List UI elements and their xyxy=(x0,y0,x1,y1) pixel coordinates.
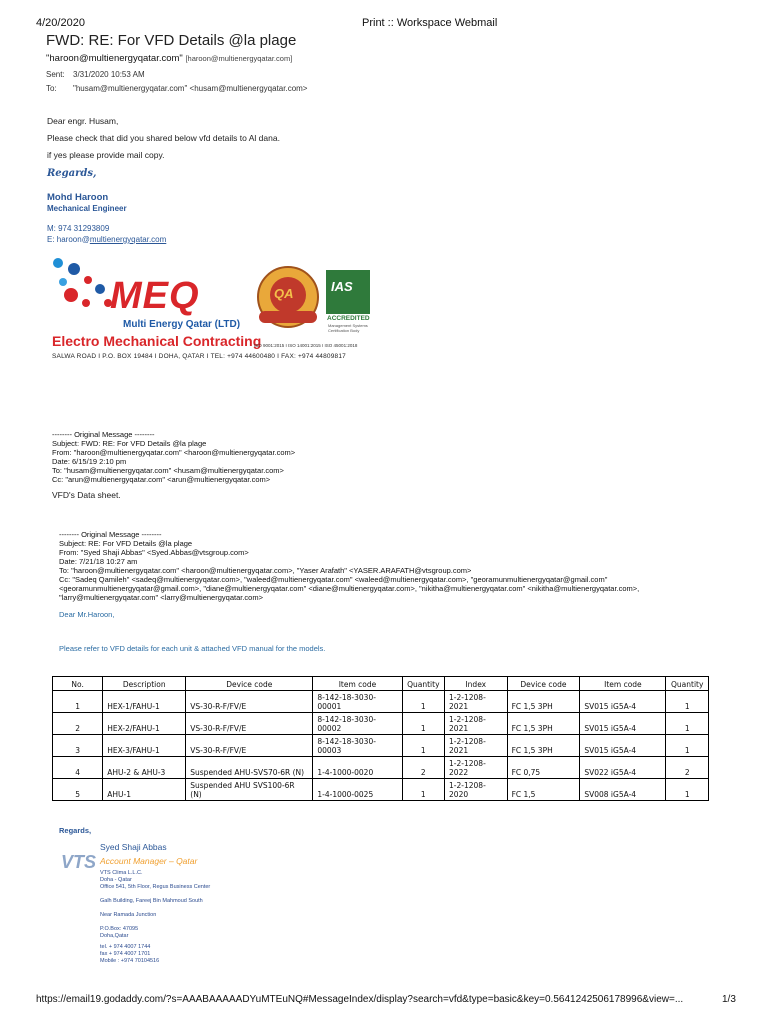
greeting: Dear engr. Husam, xyxy=(47,116,119,126)
quote1-block xyxy=(52,430,295,484)
table-cell-no: 5 xyxy=(53,779,103,801)
col-header: Device code xyxy=(507,677,580,691)
quote1-from: From: "haroon@multienergyqatar.com" <haroon@multienergyqatar.com> xyxy=(52,448,296,457)
table-cell-dev2: FC 1,5 3PH xyxy=(507,713,580,735)
logo-dot xyxy=(68,263,80,275)
quote1-subject: Subject: FWD: RE: For VFD Details @la plage xyxy=(52,439,207,448)
col-header: Item code xyxy=(313,677,402,691)
company-logo-block xyxy=(48,255,388,365)
table-cell-qty2: 1 xyxy=(666,713,709,735)
table-cell-no: 2 xyxy=(53,713,103,735)
to-label: To: xyxy=(46,84,57,93)
signature-regards: Regards, xyxy=(47,168,97,179)
table-cell-item: 8-142-18-3030-00003 xyxy=(313,735,402,757)
vts-line: Office 541, 5th Floor, Regus Business Center xyxy=(100,884,211,890)
col-header: Quantity xyxy=(402,677,444,691)
page-number: 1/3 xyxy=(722,994,736,1005)
quote2-marker: -------- Original Message -------- xyxy=(59,530,162,539)
table-cell-desc: HEX-2/FAHU-1 xyxy=(103,713,186,735)
quote2-cc-3: "larry@multienergyqatar.com" <larry@multienergyqatar.com> xyxy=(59,593,263,602)
quote2-block xyxy=(59,530,639,602)
table-row xyxy=(53,757,709,779)
table-cell-no: 4 xyxy=(53,757,103,779)
table-cell-item2: SV022 iG5A-4 xyxy=(580,757,666,779)
quote1-text: VFD's Data sheet. xyxy=(52,490,121,500)
table-cell-item: 8-142-18-3030-00002 xyxy=(313,713,402,735)
company-address: SALWA ROAD I P.O. BOX 19484 I DOHA, QATAR I TEL: +974 44600480 I FAX: +974 44809817 xyxy=(52,353,346,360)
page-url[interactable]: https://email19.godaddy.com/?s=AAABAAAAADYuMTEuNQ#MessageIndex/display?search=vfd&type=basic&key=0.5641242506178996&view=... xyxy=(36,994,684,1005)
signature-name: Mohd Haroon xyxy=(47,192,109,203)
table-cell-dev2: FC 0,75 xyxy=(507,757,580,779)
table-cell-qty: 2 xyxy=(402,757,444,779)
logo-dot xyxy=(82,299,90,307)
table-cell-dev2: FC 1,5 xyxy=(507,779,580,801)
table-cell-dev: VS-30-R-F/FV/E xyxy=(186,691,313,713)
quote2-date: Date: 7/21/18 10:27 am xyxy=(59,557,138,566)
table-cell-index: 1-2-1208-2020 xyxy=(445,779,508,801)
print-title: Print :: Workspace Webmail xyxy=(362,17,498,29)
vts-regards: Regards, xyxy=(59,826,92,835)
table-cell-qty2: 1 xyxy=(666,691,709,713)
quote1-to: To: "husam@multienergyqatar.com" <husam@multienergyqatar.com> xyxy=(52,466,284,475)
table-cell-no: 3 xyxy=(53,735,103,757)
table-cell-dev: Suspended AHU-SVS70-6R (N) xyxy=(186,757,313,779)
seal-ribbon xyxy=(259,311,317,323)
quote2-to: To: "haroon@multienergyqatar.com" <haroon@multienergyqatar.com>, "Yaser Arafath" <YASER.ARAFATH@vtsgroup.com> xyxy=(59,566,472,575)
sender-name: "haroon@multienergyqatar.com" xyxy=(46,53,183,64)
table-cell-no: 1 xyxy=(53,691,103,713)
ias-label: IAS xyxy=(331,279,353,294)
sender-line xyxy=(46,53,292,64)
table-cell-item2: SV008 iG5A-4 xyxy=(580,779,666,801)
col-header: Item code xyxy=(580,677,666,691)
quote2-cc-1: Cc: "Sadeq Qamileh" <sadeq@multienergyqatar.com>, "waleed@multienergyqatar.com" <waleed@multienergyqatar.com>, "georamunmultienergyqatar@gmail.com" xyxy=(59,575,608,584)
accredited-sub: Management Systems Certification Body xyxy=(328,323,368,333)
quote1-cc: Cc: "arun@multienergyqatar.com" <arun@multienergyqatar.com> xyxy=(52,475,271,484)
accredited-label: ACCREDITED xyxy=(327,315,370,322)
vfd-table xyxy=(52,676,709,801)
logo-dot xyxy=(95,284,105,294)
signature-email xyxy=(47,235,166,244)
table-cell-dev2: FC 1,5 3PH xyxy=(507,735,580,757)
vts-line: P.O.Box: 47095 xyxy=(100,926,139,932)
vts-address-block xyxy=(100,870,210,965)
body-line-1: Please check that did you shared below vfd details to Al dana. xyxy=(47,133,280,143)
company-tagline: Electro Mechanical Contracting xyxy=(52,333,262,349)
table-cell-qty2: 1 xyxy=(666,779,709,801)
vts-line: Doha,Qatar xyxy=(100,933,129,939)
table-cell-qty: 1 xyxy=(402,735,444,757)
table-cell-qty: 1 xyxy=(402,691,444,713)
table-row xyxy=(53,691,709,713)
table-row xyxy=(53,735,709,757)
quote1-marker: -------- Original Message -------- xyxy=(52,430,155,439)
quote2-subject: Subject: RE: For VFD Details @la plage xyxy=(59,539,193,548)
vts-line: Doha - Qatar xyxy=(100,877,132,883)
table-cell-index: 1-2-1208-2021 xyxy=(445,691,508,713)
body-line-2: if yes please provide mail copy. xyxy=(47,150,165,160)
email-link[interactable]: multienergyqatar.com xyxy=(89,235,167,244)
table-cell-desc: AHU-1 xyxy=(103,779,186,801)
quote2-cc-2: <georamunmultienergyqatar@gmail.com>, "diane@multienergyqatar.com" <diane@multienergyqatar.com>, "nikitha@multienergyqatar.com" <nikitha@multienergyqatar.com>, xyxy=(59,584,640,593)
table-cell-dev2: FC 1,5 3PH xyxy=(507,691,580,713)
table-row xyxy=(53,779,709,801)
iso-line: ISO 9001:2015 I ISO 14001:2015 I ISO 45001:2018 xyxy=(254,343,358,348)
col-header: Quantity xyxy=(666,677,709,691)
table-cell-qty2: 1 xyxy=(666,735,709,757)
table-row xyxy=(53,713,709,735)
table-cell-item: 8-142-18-3030-00001 xyxy=(313,691,402,713)
vts-line: tel. + 974 4007 1744 xyxy=(100,944,151,950)
table-cell-desc: HEX-1/FAHU-1 xyxy=(103,691,186,713)
table-cell-item2: SV015 iG5A-4 xyxy=(580,735,666,757)
vts-name: Syed Shaji Abbas xyxy=(100,842,167,852)
table-cell-dev: Suspended AHU SVS100-6R (N) xyxy=(186,779,313,801)
table-cell-index: 1-2-1208-2021 xyxy=(445,713,508,735)
vts-line: VTS Clima L.L.C. xyxy=(100,870,143,876)
email-prefix: E: haroon@ xyxy=(47,235,90,244)
signature-title: Mechanical Engineer xyxy=(47,204,127,213)
logo-dot xyxy=(84,276,92,284)
vts-line: Galh Building, Fareej Bin Mahmoud South xyxy=(100,898,203,904)
company-name: Multi Energy Qatar (LTD) xyxy=(123,319,241,330)
table-cell-dev: VS-30-R-F/FV/E xyxy=(186,735,313,757)
qa-mark: QA xyxy=(274,286,294,301)
table-cell-qty: 1 xyxy=(402,713,444,735)
message-subject: FWD: RE: For VFD Details @la plage xyxy=(46,32,297,49)
table-header-row xyxy=(53,677,709,691)
to-value: "husam@multienergyqatar.com" <husam@multienergyqatar.com> xyxy=(73,84,308,93)
vts-line: Near Ramada Junction xyxy=(100,912,157,918)
col-header: No. xyxy=(53,677,103,691)
table-cell-item: 1-4-1000-0020 xyxy=(313,757,402,779)
logo-dot xyxy=(53,258,63,268)
table-cell-item: 1-4-1000-0025 xyxy=(313,779,402,801)
col-header: Device code xyxy=(186,677,313,691)
vts-logo: VTS xyxy=(61,852,97,872)
table-cell-desc: AHU-2 & AHU-3 xyxy=(103,757,186,779)
table-cell-qty2: 2 xyxy=(666,757,709,779)
table-cell-item2: SV015 iG5A-4 xyxy=(580,713,666,735)
sent-value: 3/31/2020 10:53 AM xyxy=(73,70,145,79)
vts-role: Account Manager – Qatar xyxy=(100,856,198,866)
quote1-date: Date: 6/15/19 2:10 pm xyxy=(52,457,127,466)
meq-wordmark: MEQ xyxy=(110,275,200,317)
vts-line: Mobile : +974 70104516 xyxy=(100,958,160,964)
print-date: 4/20/2020 xyxy=(36,17,85,29)
sent-label: Sent: xyxy=(46,70,65,79)
col-header: Index xyxy=(445,677,508,691)
sender-address: [haroon@multienergyqatar.com] xyxy=(185,54,293,63)
quote2-from: From: "Syed Shaji Abbas" <Syed.Abbas@vtsgroup.com> xyxy=(59,548,249,557)
vts-line: fax + 974 4007 1701 xyxy=(100,951,151,957)
table-cell-index: 1-2-1208-2022 xyxy=(445,757,508,779)
table-cell-desc: HEX-3/FAHU-1 xyxy=(103,735,186,757)
col-header: Description xyxy=(103,677,186,691)
table-cell-index: 1-2-1208-2021 xyxy=(445,735,508,757)
signature-mobile: M: 974 31293809 xyxy=(47,224,110,233)
table-cell-qty: 1 xyxy=(402,779,444,801)
quote2-text: Please refer to VFD details for each unit & attached VFD manual for the models. xyxy=(59,644,326,653)
table-cell-item2: SV015 iG5A-4 xyxy=(580,691,666,713)
logo-dot xyxy=(59,278,67,286)
logo-dot xyxy=(64,288,78,302)
table-cell-dev: VS-30-R-F/FV/E xyxy=(186,713,313,735)
quote2-greeting: Dear Mr.Haroon, xyxy=(59,610,115,619)
